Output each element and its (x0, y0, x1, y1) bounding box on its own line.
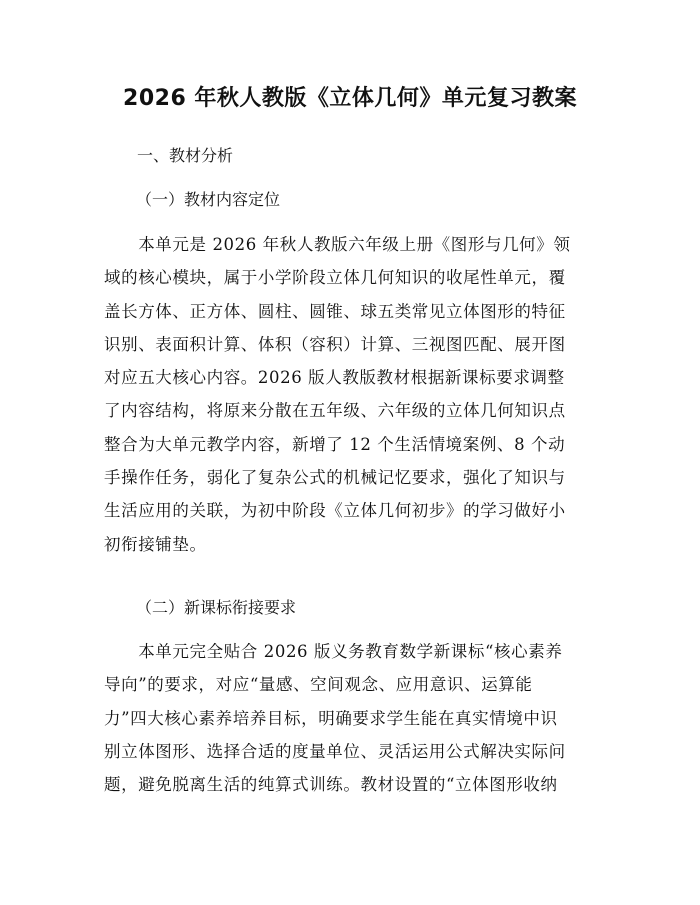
paragraph-line: 初衔接铺垫。 (104, 534, 207, 554)
subsection-heading-curriculum-alignment: （二）新课标衔接要求 (136, 598, 297, 617)
paragraph-line: 力”四大核心素养培养目标，明确要求学生能在真实情境中识 (104, 708, 558, 728)
paragraph-line: 生活应用的关联，为初中阶段《立体几何初步》的学习做好小 (104, 501, 566, 521)
paragraph-line: 导向”的要求，对应“量感、空间观念、应用意识、运算能 (104, 675, 533, 695)
paragraph-line: 域的核心模块，属于小学阶段立体几何知识的收尾性单元，覆 (104, 268, 566, 288)
paragraph-line: 题，避免脱离生活的纯算式训练。教材设置的“立体图形收纳 (104, 775, 558, 795)
paragraph-line: 本单元完全贴合 2026 版义务教育数学新课标“核心素养 (104, 642, 563, 661)
paragraph-line: 别立体图形、选择合适的度量单位、灵活运用公式解决实际问 (104, 741, 566, 761)
paragraph-line: 整合为大单元教学内容，新增了 12 个生活情境案例、8 个动 (104, 434, 566, 454)
paragraph-curriculum-alignment (104, 635, 604, 801)
paragraph-line: 手操作任务，弱化了复杂公式的机械记忆要求，强化了知识与 (104, 468, 566, 488)
document-title: 2026 年秋人教版《立体几何》单元复习教案 (123, 86, 577, 111)
paragraph-line: 识别、表面积计算、体积（容积）计算、三视图匹配、展开图 (104, 334, 566, 354)
paragraph-line: 了内容结构，将原来分散在五年级、六年级的立体几何知识点 (104, 401, 566, 421)
paragraph-line: 盖长方体、正方体、圆柱、圆锥、球五类常见立体图形的特征 (104, 301, 566, 321)
paragraph-content-positioning (104, 228, 604, 561)
subsection-heading-content-positioning: （一）教材内容定位 (136, 190, 281, 209)
paragraph-line: 对应五大核心内容。2026 版人教版教材根据新课标要求调整 (104, 368, 565, 388)
section-heading-textbook-analysis: 一、教材分析 (137, 146, 234, 165)
paragraph-line: 本单元是 2026 年秋人教版六年级上册《图形与几何》领 (104, 235, 571, 254)
